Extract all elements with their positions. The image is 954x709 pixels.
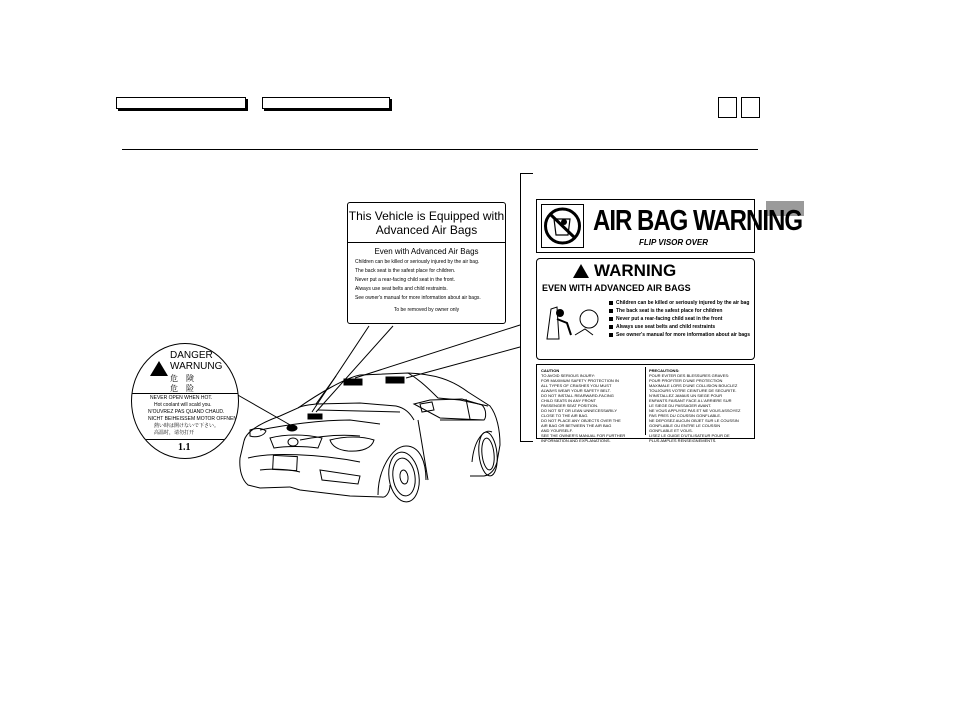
danger-title-2: WARNUNG [170, 361, 223, 372]
warning-triangle-icon-2 [573, 264, 589, 278]
advanced-airbag-line-4: Always use seat belts and child restraints. [355, 286, 448, 292]
warning-triangle-icon [150, 361, 168, 376]
advanced-airbag-label [347, 202, 506, 324]
caution-line: DO NOT SIT OR LEAN UNNECESSARILY [541, 408, 618, 413]
warning-line-5: See owner's manual for more information about air bags [616, 332, 750, 338]
danger-line-6: 高温时，请勿打开 [154, 430, 195, 436]
danger-line-1: NEVER OPEN WHEN HOT. [150, 395, 213, 401]
caution-line: AIR BAG OR BETWEEN THE AIR BAG [541, 423, 612, 428]
warning-subtitle: EVEN WITH ADVANCED AIR BAGS [542, 283, 691, 293]
precautions-line: GONFLABLE OU ENTRE LE COUSSIN [649, 423, 721, 428]
caution-line: CLOSE TO THE AIR BAG. [541, 413, 589, 418]
precautions-line: PLUS AMPLES RENSEIGNEMENTS. [649, 438, 717, 443]
precautions-line: TOUJOURS VOTRE CEINTURE DE SECURITE. [649, 388, 737, 393]
caution-line: PASSENGER SEAT POSITION. [541, 403, 599, 408]
advanced-airbag-title-2: Advanced Air Bags [375, 223, 478, 237]
warning-line-3: Never put a rear-facing child seat in the front [616, 316, 723, 322]
danger-line-2: Hot coolant will scald you. [154, 402, 212, 408]
advanced-airbag-line-1: Children can be killed or seriously injured by the air bag. [355, 259, 480, 265]
danger-line-3: N'OUVREZ PAS QUAND CHAUD. [148, 409, 225, 415]
caution-line: ALL TYPES OF CRASHES YOU MUST [541, 383, 612, 388]
caution-line: AND YOURSELF. [541, 428, 573, 433]
precautions-line: NE DEPOSEZ AUCUN OBJET SUR LE COUSSIN [649, 418, 739, 423]
warning-line-2: The back seat is the safest place for children [616, 308, 723, 314]
caution-line: INFORMATION AND EXPLANATIONS. [541, 438, 611, 443]
warning-title: WARNING [594, 261, 677, 280]
visor-label [536, 199, 802, 253]
precautions-line: POUR PROFITER D'UNE PROTECTION [649, 378, 723, 383]
danger-kanji-1: 危 険 [170, 374, 194, 383]
advanced-airbag-line-2: The back seat is the safest place for children. [355, 268, 456, 274]
caution-line: DO NOT INSTALL REARWARD-FACING [541, 393, 614, 398]
advanced-airbag-title-1: This Vehicle is Equipped with [348, 209, 505, 223]
precautions-line: POUR EVITER DES BLESSURES GRAVES: [649, 373, 730, 378]
visor-subtitle: FLIP VISOR OVER [639, 238, 709, 247]
caution-line: FOR MAXIMUM SAFETY PROTECTION IN [541, 378, 619, 383]
warning-label [536, 258, 755, 360]
danger-line-5: 熱い時は開けないで下さい。 [154, 423, 220, 429]
caution-line: DO NOT PLACE ANY OBJECTS OVER THE [541, 418, 621, 423]
advanced-airbag-subtitle: Even with Advanced Air Bags [374, 247, 479, 256]
precautions-line: LISEZ LE GUIDE D'UTILISATEUR POUR DE [649, 433, 730, 438]
precautions-title: PRECAUTIONS: [649, 368, 680, 373]
danger-footer: 1.1 [178, 442, 191, 453]
visor-title: AIR BAG WARNING [593, 205, 802, 238]
precautions-line: MAXIMALE LORS D'UNE COLLISION BOUCLEZ [649, 383, 738, 388]
danger-line-4: NICHT BEIHEISSEM MOTOR OFFNEN. [148, 416, 239, 422]
advanced-airbag-footer: To be removed by owner only [393, 307, 460, 313]
advanced-airbag-line-3: Never put a rear-facing child seat in the front. [355, 277, 456, 283]
caution-line: TO AVOID SERIOUS INJURY: [541, 373, 596, 378]
no-child-seat-icon [541, 204, 584, 248]
caution-label [536, 364, 755, 443]
caution-title: CAUTION [541, 368, 560, 373]
precautions-line: LE SIEGE DU PASSAGER AVANT. [649, 403, 712, 408]
danger-title: DANGER [170, 350, 213, 361]
caution-line: CHILD SEATS IN ANY FRONT [541, 398, 596, 403]
danger-kanji-2: 危 险 [170, 384, 194, 393]
warning-line-4: Always use seat belts and child restraints [616, 324, 716, 330]
danger-label [131, 343, 239, 459]
precautions-line: N'INSTALLEZ JAMAIS UN SIEGE POUR [649, 393, 723, 398]
precautions-line: GONFLABLE ET VOUS. [649, 428, 693, 433]
precautions-line: PAS PRES DU COUSSIN GONFLABLE. [649, 413, 722, 418]
seated-child-icon [543, 299, 603, 343]
caution-line: ALWAYS WEAR YOUR SAFETY BELT. [541, 388, 611, 393]
precautions-line: ENFANTS FAISANT FACE A L'ARRIERE SUR [649, 398, 732, 403]
advanced-airbag-line-5: See owner's manual for more information about air bags. [355, 295, 481, 301]
caution-line: SEE THE OWNER'S MANUAL FOR FURTHER [541, 433, 626, 438]
warning-line-1: Children can be killed or seriously injured by the air bag [616, 300, 750, 306]
precautions-line: NE VOUS APPUYEZ PAS ET NE VOUS ASSOYEZ [649, 408, 741, 413]
